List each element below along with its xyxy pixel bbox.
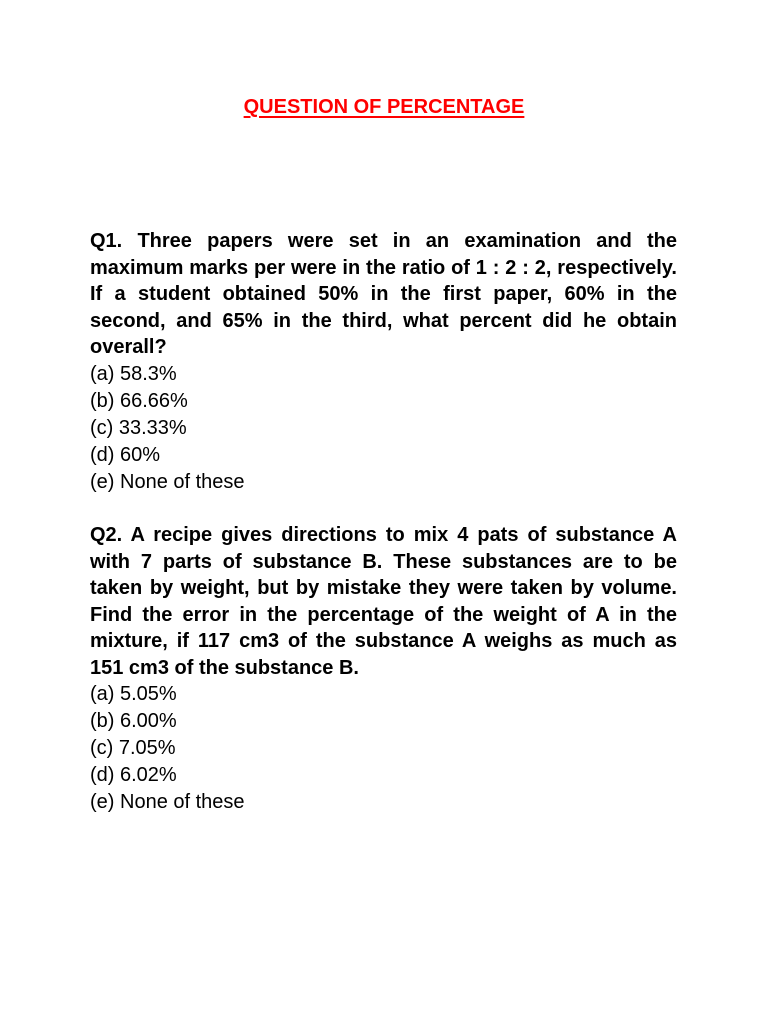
question-2 — [90, 522, 677, 816]
question-2-option-b: (b) 6.00% — [90, 710, 177, 732]
question-2-option-c: (c) 7.05% — [90, 737, 176, 759]
question-2-options — [90, 681, 677, 816]
question-1-option-b: (b) 66.66% — [90, 389, 188, 412]
question-1 — [90, 228, 677, 496]
question-1-option-e: (e) None of these — [90, 470, 245, 493]
page-title: QUESTION OF PERCENTAGE — [243, 96, 525, 118]
question-1-options — [90, 361, 677, 496]
question-1-option-d: (d) 60% — [90, 443, 161, 466]
question-2-option-a: (a) 5.05% — [90, 683, 177, 705]
question-1-option-c: (c) 33.33% — [90, 416, 187, 439]
question-2-option-e: (e) None of these — [90, 791, 245, 813]
question-2-option-d: (d) 6.02% — [90, 764, 177, 786]
question-1-option-a: (a) 58.3% — [90, 362, 177, 385]
question-2-text: Q2. A recipe gives directions to mix 4 pats of substance A with 7 parts of substance B. These substances are to be taken by weight, but by mistake they were taken by volume. Find the error in the percentage of the weight of A in the mixture, if 117 cm3 of the substance A weighs as much as 151 cm3 of the substance B. — [90, 524, 677, 679]
question-1-text: Q1. Three papers were set in an examination and the maximum marks per were in the ratio of 1 : 2 : 2, respectively. If a student obtained 50% in the first paper, 60% in the second, and 65% in the third, what percent did he obtain overall? — [90, 230, 677, 358]
